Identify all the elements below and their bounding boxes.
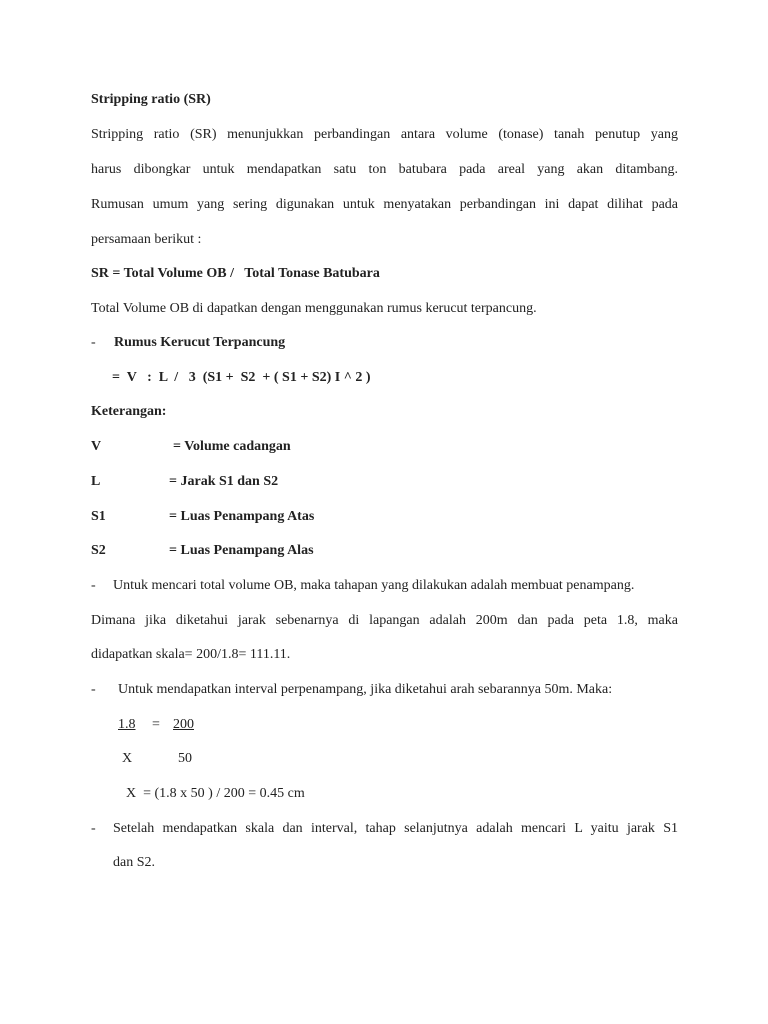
keterangan-symbol: L — [91, 474, 101, 489]
section-heading: Stripping ratio (SR) — [91, 92, 211, 107]
step1-bullet-row — [91, 576, 678, 596]
ratio-top-row — [91, 715, 678, 735]
step1-line-1: Untuk mencari total volume OB, maka tahapan yang dilakukan adalah membuat penampang. — [113, 578, 635, 593]
volume-intro: Total Volume OB di dapatkan dengan menggunakan rumus kerucut terpancung. — [91, 301, 537, 316]
ratio-bottom-row — [91, 749, 678, 769]
keterangan-desc: = Luas Penampang Alas — [169, 543, 314, 558]
ratio-top-right: 200 — [173, 717, 194, 732]
ratio-bottom-right: 50 — [178, 751, 192, 766]
sr-formula: SR = Total Volume OB / Total Tonase Batubara — [91, 266, 380, 281]
step2-text: Untuk mendapatkan interval perpenampang, jika diketahui arah sebarannya 50m. Maka: — [118, 682, 613, 697]
bullet-dash: - — [91, 821, 96, 836]
keterangan-symbol: V — [91, 439, 102, 454]
ratio-result: X = (1.8 x 50 ) / 200 = 0.45 cm — [126, 786, 305, 801]
step3-line-2: dan S2. — [113, 855, 155, 870]
intro-line-2: harus dibongkar untuk mendapatkan satu ton batubara pada areal yang akan ditambang. — [91, 162, 678, 177]
bullet-dash: - — [91, 682, 96, 697]
keterangan-title: Keterangan: — [91, 404, 167, 419]
step3-line-1: Setelah mendapatkan skala dan interval, tahap selanjutnya adalah mencari L yaitu jarak S1 — [113, 821, 678, 836]
kerucut-title: Rumus Kerucut Terpancung — [114, 335, 286, 350]
keterangan-desc: = Jarak S1 dan S2 — [169, 474, 279, 489]
keterangan-symbol: S2 — [91, 543, 106, 558]
kerucut-formula: = V : L / 3 (S1 + S2 + ( S1 + S2) I ^ 2 ) — [112, 370, 371, 385]
intro-line-4: persamaan berikut : — [91, 232, 202, 247]
keterangan-row — [91, 507, 678, 527]
kerucut-bullet-row — [91, 333, 678, 353]
bullet-dash: - — [91, 335, 96, 350]
keterangan-desc: = Luas Penampang Atas — [169, 509, 315, 524]
ratio-bottom-left: X — [122, 751, 133, 766]
step1-line-2: Dimana jika diketahui jarak sebenarnya di lapangan adalah 200m dan pada peta 1.8, maka — [91, 613, 678, 628]
keterangan-row — [91, 472, 678, 492]
step1-line-3: didapatkan skala= 200/1.8= 111.11. — [91, 647, 291, 662]
keterangan-symbol: S1 — [91, 509, 106, 524]
ratio-top-left: 1.8 — [118, 717, 136, 732]
keterangan-row — [91, 437, 678, 457]
bullet-dash: - — [91, 578, 96, 593]
step2-bullet-row — [91, 680, 678, 700]
keterangan-row — [91, 541, 678, 561]
ratio-equals: = — [152, 717, 160, 732]
step3-bullet-row — [91, 819, 678, 839]
intro-line-1: Stripping ratio (SR) menunjukkan perbandingan antara volume (tonase) tanah penutup yang — [91, 127, 678, 142]
keterangan-desc: = Volume cadangan — [173, 439, 291, 454]
intro-line-3: Rumusan umum yang sering digunakan untuk menyatakan perbandingan ini dapat dilihat pada — [91, 197, 678, 212]
